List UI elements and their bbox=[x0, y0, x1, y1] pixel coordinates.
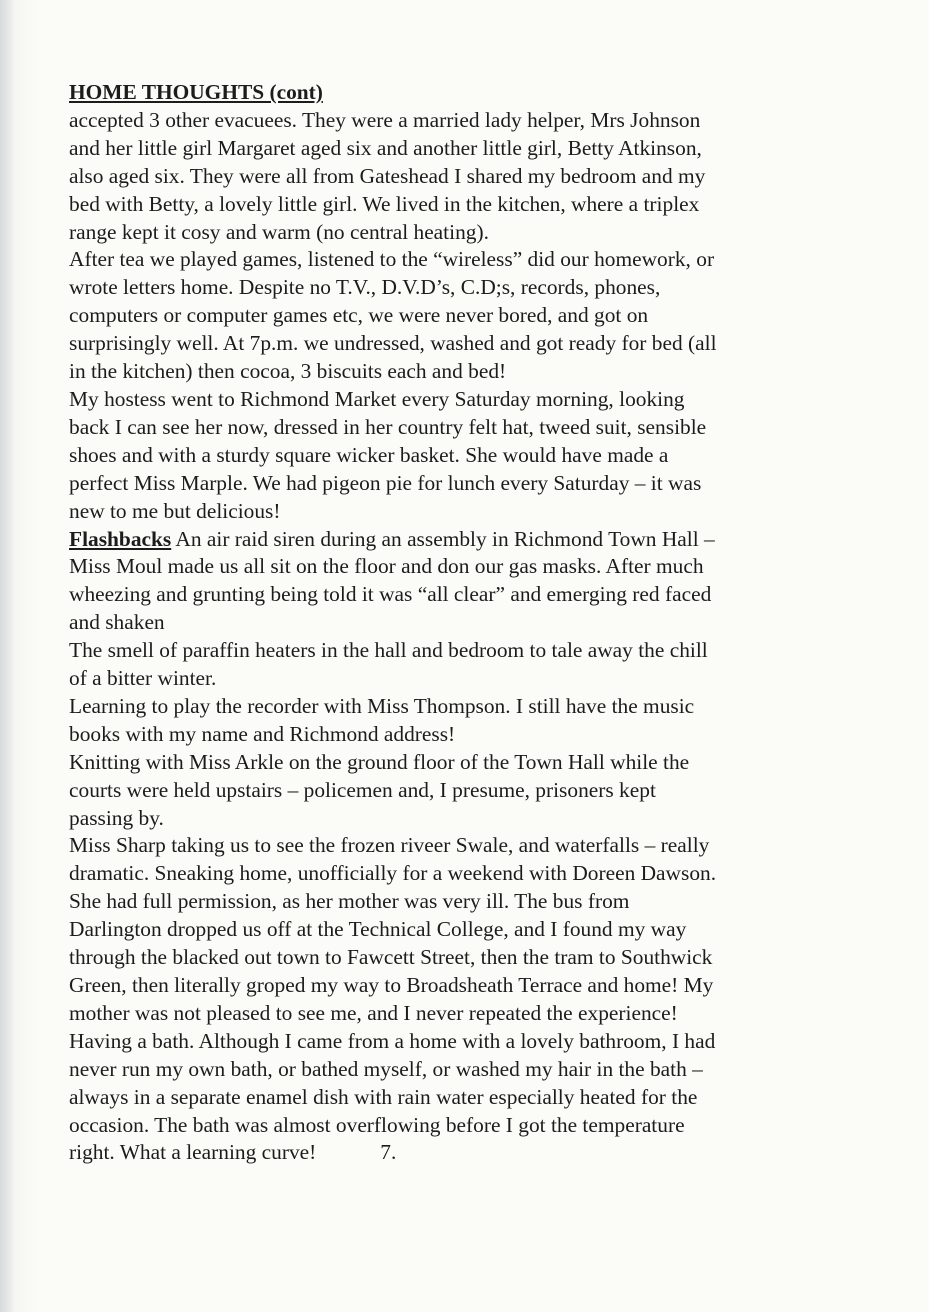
document-body bbox=[69, 79, 879, 1167]
text-line: courts were held upstairs – policemen and, I presume, prisoners kept bbox=[69, 777, 656, 802]
text-line: occasion. The bath was almost overflowing before I got the temperature bbox=[69, 1112, 685, 1137]
text-line: accepted 3 other evacuees. They were a married lady helper, Mrs Johnson bbox=[69, 107, 701, 132]
text-line: Miss Sharp taking us to see the frozen riveer Swale, and waterfalls – really bbox=[69, 833, 710, 858]
text-line: wheezing and grunting being told it was “all clear” and emerging red faced bbox=[69, 582, 712, 607]
page-edge-shadow bbox=[0, 0, 14, 1312]
text-line: Green, then literally groped my way to Broadsheath Terrace and home! My bbox=[69, 973, 714, 997]
text-line: passing by. bbox=[69, 805, 164, 830]
text-line: and shaken bbox=[69, 610, 165, 635]
flashbacks-line bbox=[69, 526, 879, 554]
text-line: mother was not pleased to see me, and I never repeated the experience! bbox=[69, 1000, 678, 1025]
text-line: The smell of paraffin heaters in the hall and bedroom to tale away the chill bbox=[69, 638, 708, 663]
text-line: in the kitchen) then cocoa, 3 biscuits each and bed! bbox=[69, 359, 507, 384]
text-line: After tea we played games, listened to the “wireless” did our homework, or bbox=[69, 247, 715, 272]
text-line: surprisingly well. At 7p.m. we undressed, washed and got ready for bed (all bbox=[69, 331, 717, 356]
text-line: always in a separate enamel dish with rain water especially heated for the bbox=[69, 1084, 698, 1109]
text-line: Darlington dropped us off at the Technical College, and I found my way bbox=[69, 917, 687, 942]
text-line: My hostess went to Richmond Market every Saturday morning, looking bbox=[69, 386, 685, 411]
heading-line bbox=[69, 79, 879, 107]
text-line: also aged six. They were all from Gateshead I shared my bedroom and my bbox=[69, 163, 706, 188]
last-line-text: right. What a learning curve! bbox=[69, 1140, 317, 1165]
flashbacks-text: An air raid siren during an assembly in Richmond Town Hall – bbox=[171, 526, 715, 551]
text-line: She had full permission, as her mother was very ill. The bus from bbox=[69, 889, 630, 914]
text-line: Having a bath. Although I came from a home with a lovely bathroom, I had bbox=[69, 1028, 716, 1053]
text-line: wrote letters home. Despite no T.V., D.V.D’s, C.D;s, records, phones, bbox=[69, 275, 661, 300]
text-line: never run my own bath, or bathed myself, or washed my hair in the bath – bbox=[69, 1056, 703, 1081]
text-line: range kept it cosy and warm (no central heating). bbox=[69, 219, 489, 244]
text-line: bed with Betty, a lovely little girl. We lived in the kitchen, where a triplex bbox=[69, 191, 700, 216]
text-line: new to me but delicious! bbox=[69, 498, 281, 523]
text-line: back I can see her now, dressed in her country felt hat, tweed suit, sensible bbox=[69, 414, 707, 439]
text-line: through the blacked out town to Fawcett Street, then the tram to Southwick bbox=[69, 945, 713, 970]
text-line: Learning to play the recorder with Miss Thompson. I still have the music bbox=[69, 693, 695, 718]
last-line bbox=[69, 1139, 879, 1167]
text-line: books with my name and Richmond address! bbox=[69, 721, 456, 746]
text-line: computers or computer games etc, we were never bored, and got on bbox=[69, 303, 649, 328]
page-heading: HOME THOUGHTS (cont) bbox=[69, 80, 323, 104]
page-number: 7. bbox=[380, 1140, 397, 1165]
flashbacks-label: Flashbacks bbox=[69, 526, 172, 551]
text-line: and her little girl Margaret aged six and another little girl, Betty Atkinson, bbox=[69, 135, 702, 160]
text-line: perfect Miss Marple. We had pigeon pie for lunch every Saturday – it was bbox=[69, 470, 702, 495]
text-line: of a bitter winter. bbox=[69, 666, 217, 691]
text-line: dramatic. Sneaking home, unofficially for a weekend with Doreen Dawson. bbox=[69, 861, 717, 886]
text-line: Miss Moul made us all sit on the floor and don our gas masks. After much bbox=[69, 554, 704, 579]
text-line: shoes and with a sturdy square wicker basket. She would have made a bbox=[69, 442, 669, 467]
text-line: Knitting with Miss Arkle on the ground floor of the Town Hall while the bbox=[69, 749, 690, 774]
